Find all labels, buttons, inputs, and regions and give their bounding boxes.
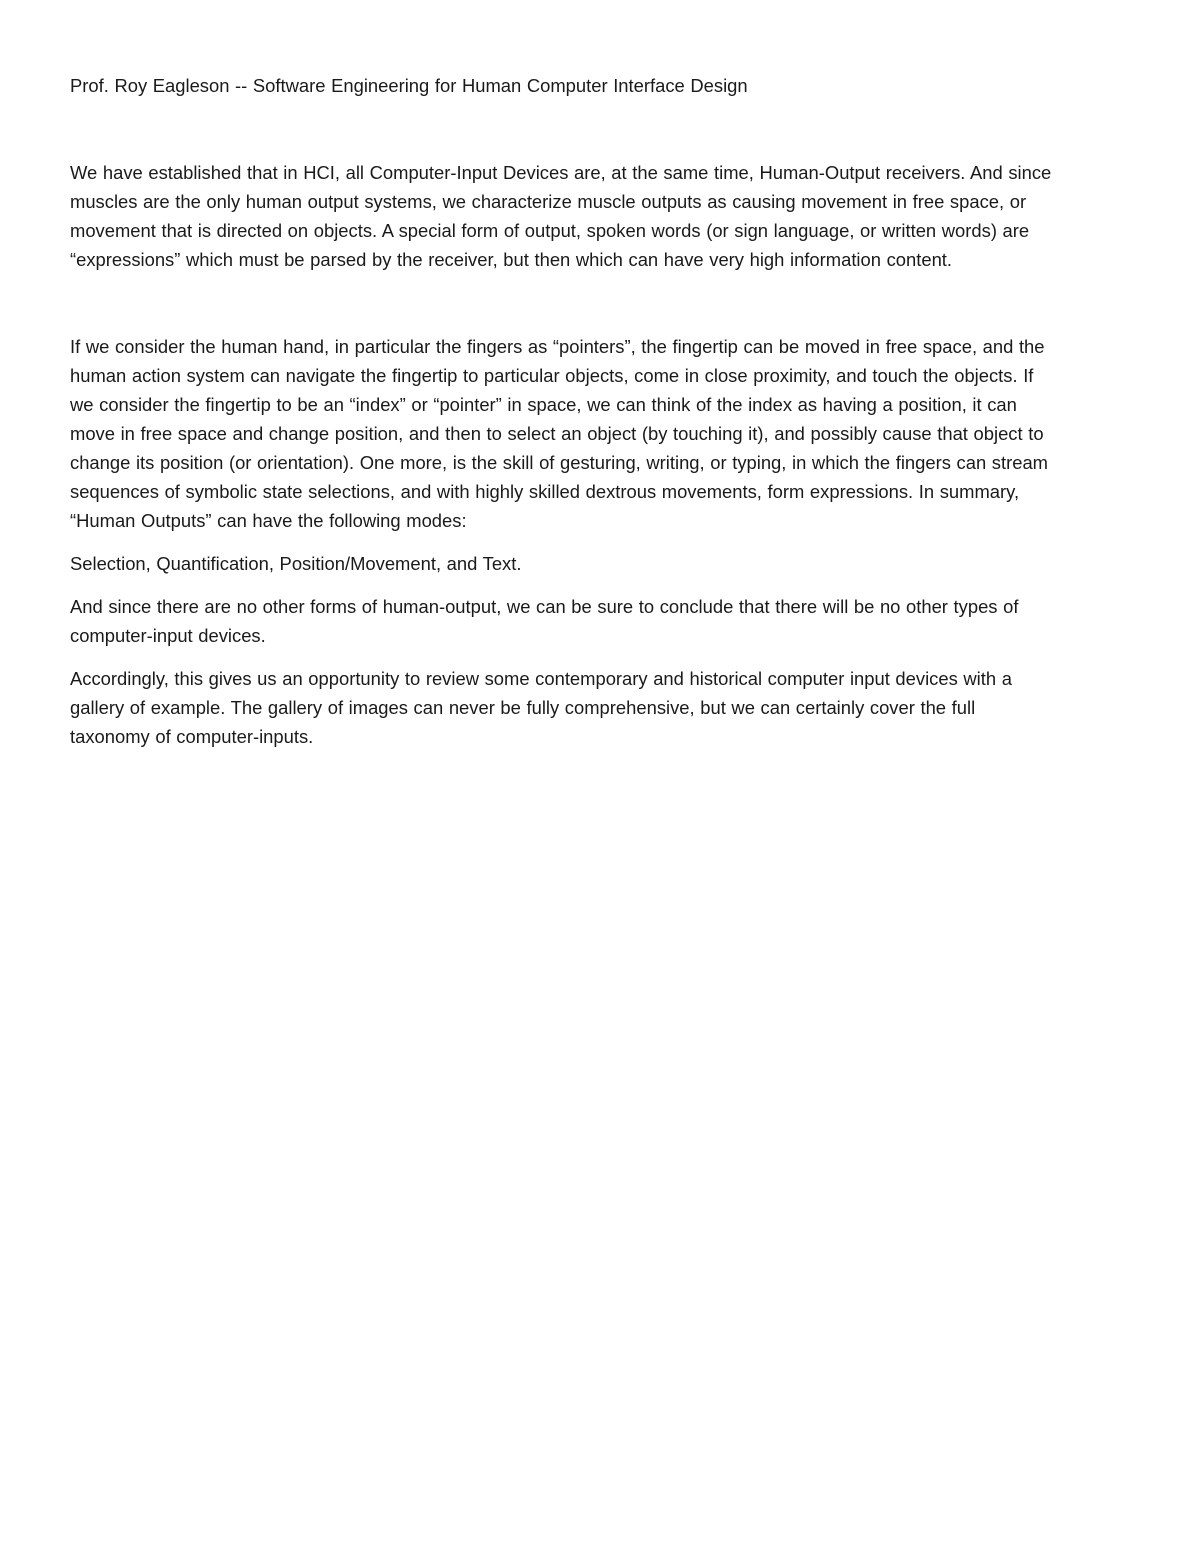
text-line: sequences of symbolic state selections, and with highly skilled dextrous movements, form expressions. In summary, [70, 481, 1020, 502]
text-line: gallery of example. The gallery of images can never be fully comprehensive, but we can certainly cover the full [70, 697, 976, 718]
spacer [70, 578, 1134, 592]
text-line: muscles are the only human output systems, we characterize muscle outputs as causing movement in free space, or [70, 191, 1027, 212]
text-line: And since there are no other forms of human-output, we can be sure to conclude that there will be no other types of [70, 596, 1019, 617]
paragraph-modes [70, 549, 1134, 578]
text-line: taxonomy of computer-inputs. [70, 726, 314, 747]
text-line: computer-input devices. [70, 625, 266, 646]
paragraph-human-hand [70, 332, 1134, 535]
paragraph-gallery [70, 664, 1134, 751]
text-line: movement that is directed on objects. A special form of output, spoken words (or sign language, or written words) are [70, 220, 1030, 241]
text-line: change its position (or orientation). One more, is the skill of gesturing, writing, or typing, in which the fingers can stream [70, 452, 1049, 473]
spacer [70, 274, 1134, 332]
text-line: move in free space and change position, and then to select an object (by touching it), and possibly cause that object to [70, 423, 1044, 444]
spacer [70, 650, 1134, 664]
text-line: Accordingly, this gives us an opportunity to review some contemporary and historical computer input devices with a [70, 668, 1012, 689]
document-header: Prof. Roy Eagleson -- Software Engineering for Human Computer Interface Design [70, 75, 748, 96]
text-line: “expressions” which must be parsed by the receiver, but then which can have very high information content. [70, 249, 953, 270]
text-line: human action system can navigate the fingertip to particular objects, come in close proximity, and touch the objects. If [70, 365, 1034, 386]
spacer [70, 100, 1134, 158]
paragraph-intro [70, 158, 1134, 274]
spacer [70, 535, 1134, 549]
text-line: Selection, Quantification, Position/Movement, and Text. [70, 553, 522, 574]
document-body [70, 71, 1134, 751]
paragraph-conclusion [70, 592, 1134, 650]
text-line: If we consider the human hand, in particular the fingers as “pointers”, the fingertip can be moved in free space, and the [70, 336, 1045, 357]
text-line: We have established that in HCI, all Computer-Input Devices are, at the same time, Human-Output receivers. And since [70, 162, 1052, 183]
text-line: we consider the fingertip to be an “index” or “pointer” in space, we can think of the index as having a position, it can [70, 394, 1017, 415]
text-line: “Human Outputs” can have the following modes: [70, 510, 467, 531]
